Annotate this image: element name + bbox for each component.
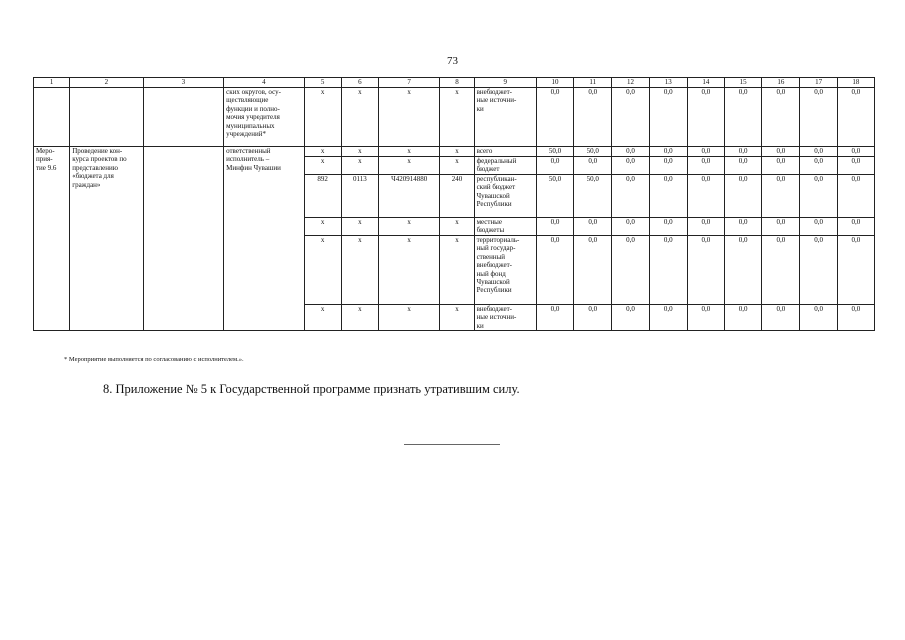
- amount-cell: 0,0: [612, 147, 649, 157]
- amount-cell: 0,0: [800, 175, 837, 218]
- budget-code-cell: х: [304, 88, 341, 147]
- amount-cell: 0,0: [536, 218, 573, 236]
- amount-cell: 0,0: [687, 157, 724, 175]
- amount-cell: 0,0: [762, 236, 800, 305]
- amount-cell: 0,0: [800, 218, 837, 236]
- amount-cell: 0,0: [837, 236, 874, 305]
- page-number: 73: [447, 55, 458, 67]
- budget-code-cell: х: [341, 88, 378, 147]
- amount-cell: 0,0: [725, 88, 762, 147]
- measure-label-cell: Меро- прия- тие 9.6: [34, 147, 70, 331]
- budget-code-cell: 0113: [341, 175, 378, 218]
- amount-cell: 0,0: [837, 157, 874, 175]
- budget-code-cell: 892: [304, 175, 341, 218]
- amount-cell: 0,0: [725, 147, 762, 157]
- budget-code-cell: х: [440, 157, 474, 175]
- funding-source-cell: республикан- ский бюджет Чувашской Республики: [474, 175, 536, 218]
- amount-cell: 0,0: [725, 305, 762, 331]
- amount-cell: 0,0: [837, 88, 874, 147]
- amount-cell: 0,0: [536, 236, 573, 305]
- amount-cell: 0,0: [612, 218, 649, 236]
- budget-code-cell: х: [304, 157, 341, 175]
- cell-empty: [70, 88, 143, 147]
- budget-code-cell: х: [304, 218, 341, 236]
- column-number-cell: 11: [574, 78, 612, 88]
- table-row: [34, 147, 875, 157]
- amount-cell: 0,0: [536, 305, 573, 331]
- amount-cell: 0,0: [649, 157, 687, 175]
- amount-cell: 0,0: [762, 305, 800, 331]
- amount-cell: 0,0: [725, 218, 762, 236]
- responsible-executor-cell: ответственный исполнитель – Минфин Чувашии: [224, 147, 304, 331]
- amount-cell: 50,0: [574, 147, 612, 157]
- amount-cell: 0,0: [725, 236, 762, 305]
- budget-code-cell: х: [440, 88, 474, 147]
- funding-source-cell: внебюджет- ные источни- ки: [474, 305, 536, 331]
- budget-code-cell: х: [379, 147, 440, 157]
- column-number-cell: 8: [440, 78, 474, 88]
- separator-line: [404, 444, 500, 445]
- responsible-continuation-cell: ских округов, осу- ществляющие функции и полно- мочия учредителя муниципальных учреждений*: [224, 88, 304, 147]
- continuation-row: [34, 88, 875, 147]
- amount-cell: 0,0: [649, 88, 687, 147]
- amount-cell: 50,0: [536, 175, 573, 218]
- amount-cell: 0,0: [762, 218, 800, 236]
- column-number-row: [34, 78, 875, 88]
- amount-cell: 0,0: [687, 236, 724, 305]
- column-number-cell: 3: [143, 78, 223, 88]
- amount-cell: 0,0: [725, 157, 762, 175]
- footnote: * Мероприятие выполняется по согласованию с исполнителем.».: [64, 356, 244, 363]
- amount-cell: 0,0: [649, 305, 687, 331]
- amount-cell: 0,0: [800, 147, 837, 157]
- funding-source-cell: местные бюджеты: [474, 218, 536, 236]
- amount-cell: 0,0: [612, 157, 649, 175]
- amount-cell: 0,0: [687, 88, 724, 147]
- amount-cell: 0,0: [649, 147, 687, 157]
- amount-cell: 0,0: [687, 218, 724, 236]
- amount-cell: 0,0: [536, 157, 573, 175]
- column-number-cell: 17: [800, 78, 837, 88]
- column-number-cell: 13: [649, 78, 687, 88]
- cell-empty: [34, 88, 70, 147]
- amount-cell: 0,0: [612, 175, 649, 218]
- budget-code-cell: 240: [440, 175, 474, 218]
- funding-source-cell: внебюджет- ные источни- ки: [474, 88, 536, 147]
- amount-cell: 0,0: [837, 218, 874, 236]
- budget-table: [33, 77, 875, 331]
- column-number-cell: 18: [837, 78, 874, 88]
- cell-empty: [143, 88, 223, 147]
- budget-code-cell: х: [440, 236, 474, 305]
- amount-cell: 0,0: [649, 236, 687, 305]
- amount-cell: 0,0: [800, 236, 837, 305]
- funding-source-cell: всего: [474, 147, 536, 157]
- budget-code-cell: х: [341, 218, 378, 236]
- amount-cell: 0,0: [800, 157, 837, 175]
- funding-source-cell: федеральный бюджет: [474, 157, 536, 175]
- amount-cell: 0,0: [725, 175, 762, 218]
- amount-cell: 0,0: [762, 147, 800, 157]
- budget-code-cell: х: [304, 305, 341, 331]
- amount-cell: 0,0: [574, 88, 612, 147]
- instruction-paragraph: 8. Приложение № 5 к Государственной программе признать утратившим силу.: [103, 382, 520, 396]
- amount-cell: 50,0: [574, 175, 612, 218]
- budget-code-cell: х: [304, 236, 341, 305]
- amount-cell: 0,0: [687, 305, 724, 331]
- column-number-cell: 9: [474, 78, 536, 88]
- amount-cell: 0,0: [612, 305, 649, 331]
- column-number-cell: 1: [34, 78, 70, 88]
- amount-cell: 50,0: [536, 147, 573, 157]
- column-number-cell: 16: [762, 78, 800, 88]
- funding-source-cell: территориаль- ный государ- ственный внебюджет- ный фонд Чувашской Республики: [474, 236, 536, 305]
- budget-code-cell: Ч420914880: [379, 175, 440, 218]
- budget-code-cell: х: [341, 157, 378, 175]
- amount-cell: 0,0: [649, 175, 687, 218]
- budget-code-cell: х: [341, 236, 378, 305]
- column-number-cell: 10: [536, 78, 573, 88]
- amount-cell: 0,0: [762, 175, 800, 218]
- column-number-cell: 12: [612, 78, 649, 88]
- amount-cell: 0,0: [837, 147, 874, 157]
- budget-code-cell: х: [341, 147, 378, 157]
- column-number-cell: 14: [687, 78, 724, 88]
- column-number-cell: 6: [341, 78, 378, 88]
- amount-cell: 0,0: [837, 305, 874, 331]
- column-number-cell: 7: [379, 78, 440, 88]
- budget-code-cell: х: [379, 305, 440, 331]
- amount-cell: 0,0: [574, 157, 612, 175]
- budget-code-cell: х: [379, 218, 440, 236]
- amount-cell: 0,0: [574, 236, 612, 305]
- budget-code-cell: х: [440, 305, 474, 331]
- budget-code-cell: х: [379, 236, 440, 305]
- amount-cell: 0,0: [574, 218, 612, 236]
- amount-cell: 0,0: [536, 88, 573, 147]
- budget-code-cell: х: [341, 305, 378, 331]
- amount-cell: 0,0: [612, 236, 649, 305]
- amount-cell: 0,0: [800, 305, 837, 331]
- budget-code-cell: х: [379, 157, 440, 175]
- amount-cell: 0,0: [649, 218, 687, 236]
- measure-name-cell: Проведение кон- курса проектов по представлению «бюджета для граждан»: [70, 147, 143, 331]
- amount-cell: 0,0: [762, 88, 800, 147]
- table-body: [34, 78, 875, 331]
- measure-goal-cell: [143, 147, 223, 331]
- amount-cell: 0,0: [762, 157, 800, 175]
- budget-code-cell: х: [440, 218, 474, 236]
- amount-cell: 0,0: [687, 175, 724, 218]
- amount-cell: 0,0: [837, 175, 874, 218]
- amount-cell: 0,0: [687, 147, 724, 157]
- column-number-cell: 4: [224, 78, 304, 88]
- amount-cell: 0,0: [800, 88, 837, 147]
- amount-cell: 0,0: [574, 305, 612, 331]
- budget-code-cell: х: [440, 147, 474, 157]
- budget-code-cell: х: [379, 88, 440, 147]
- amount-cell: 0,0: [612, 88, 649, 147]
- budget-code-cell: х: [304, 147, 341, 157]
- column-number-cell: 2: [70, 78, 143, 88]
- column-number-cell: 15: [725, 78, 762, 88]
- column-number-cell: 5: [304, 78, 341, 88]
